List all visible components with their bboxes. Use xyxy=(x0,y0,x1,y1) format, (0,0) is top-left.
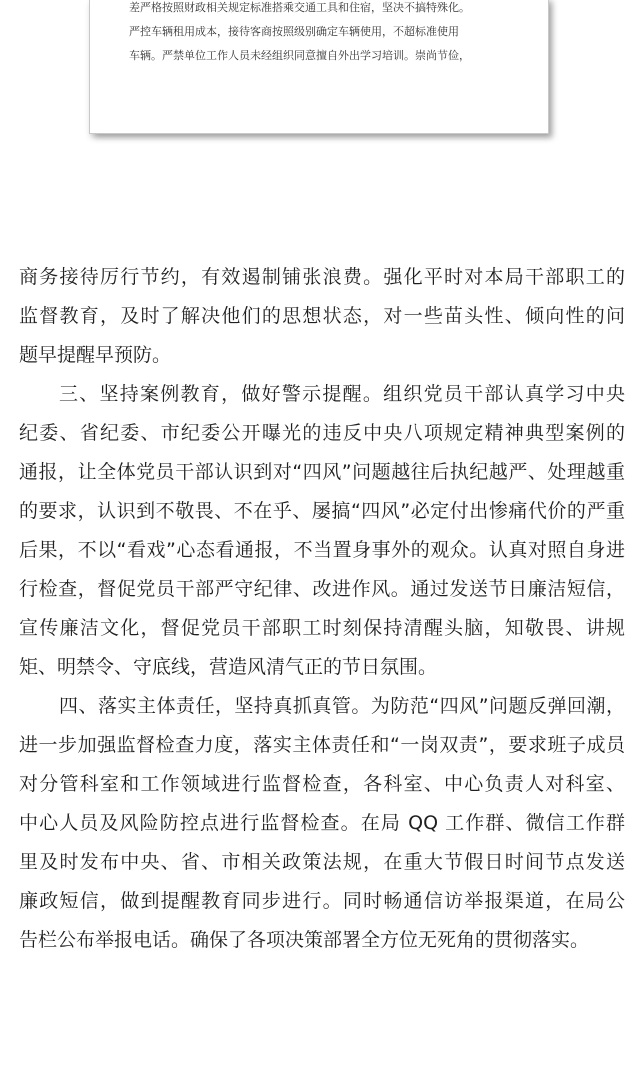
paragraph-line: 对分管科室和工作领域进行监督检查，各科室、中心负责人对科室、 xyxy=(19,773,625,795)
article-body xyxy=(19,258,625,960)
paragraph-line: 商务接待厉行节约，有效遏制铺张浪费。强化平时对本局干部职工的 xyxy=(19,266,625,288)
paragraph-line: 里及时发布中央、省、市相关政策法规，在重大节假日时间节点发送 xyxy=(19,851,625,873)
paragraph-line: 宣传廉洁文化，督促党员干部职工时刻保持清醒头脑，知敬畏、讲规 xyxy=(19,617,625,639)
paragraph-line: 中心人员及风险防控点进行监督检查。在局 QQ 工作群、微信工作群 xyxy=(19,812,625,834)
paragraph-line: 矩、明禁令、守底线，营造风清气正的节日氛围。 xyxy=(19,656,438,678)
card-text-line: 差严格按照财政相关规定标准搭乘交通工具和住宿，坚决不搞特殊化。 xyxy=(129,1,470,14)
paragraph-line: 行检查，督促党员干部严守纪律、改进作风。通过发送节日廉洁短信， xyxy=(19,578,625,600)
card-text-line: 车辆。严禁单位工作人员未经组织同意擅自外出学习培训。崇尚节俭， xyxy=(129,49,470,62)
paragraph-line: 题早提醒早预防。 xyxy=(19,344,172,366)
paragraph-line: 告栏公布举报电话。确保了各项决策部署全方位无死角的贯彻落实。 xyxy=(19,929,590,951)
paragraph-line: 通报，让全体党员干部认识到对“四风”问题越往后执纪越严、处理越重 xyxy=(19,461,625,483)
paragraph-line: 三、坚持案例教育，做好警示提醒。组织党员干部认真学习中央 xyxy=(59,383,625,405)
document-image-card xyxy=(89,0,549,134)
paragraph-line: 纪委、省纪委、市纪委公开曝光的违反中央八项规定精神典型案例的 xyxy=(19,422,625,444)
paragraph-line: 廉政短信，做到提醒教育同步进行。同时畅通信访举报渠道，在局公 xyxy=(19,890,625,912)
paragraph-line: 的要求，认识到不敬畏、不在乎、屡搞“四风”必定付出惨痛代价的严重 xyxy=(19,500,625,522)
paragraph-line: 监督教育，及时了解决他们的思想状态，对一些苗头性、倾向性的问 xyxy=(19,305,625,327)
card-text-line: 严控车辆租用成本，接待客商按照级别确定车辆使用，不超标准使用 xyxy=(129,25,459,38)
paragraph-line: 后果，不以“看戏”心态看通报，不当置身事外的观众。认真对照自身进 xyxy=(19,539,625,561)
paragraph-line: 进一步加强监督检查力度，落实主体责任和“一岗双责”，要求班子成员 xyxy=(19,734,625,756)
paragraph-line: 四、落实主体责任，坚持真抓真管。为防范“四风”问题反弹回潮， xyxy=(59,695,625,717)
